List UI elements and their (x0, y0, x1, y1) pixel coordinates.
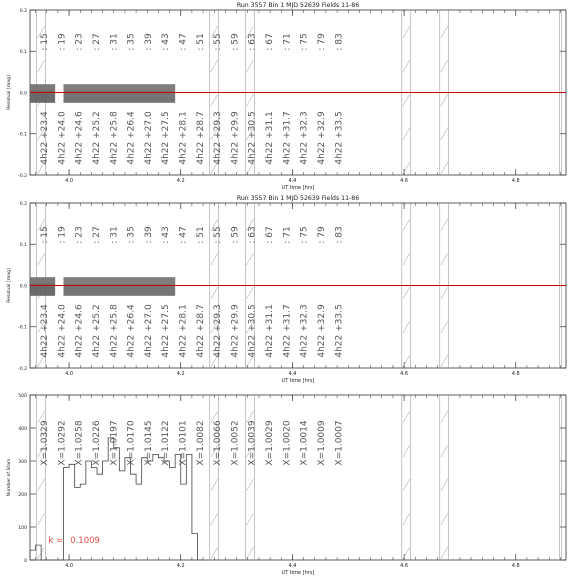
field-number-label: : 15 (40, 226, 51, 244)
ra-dec-label: 4h22 +33.5 (334, 304, 345, 358)
y-axis-label: Number of Stars (7, 458, 12, 497)
field-number-label: : 63 (247, 226, 258, 244)
x-tick-label: 4.0 (65, 178, 74, 184)
airmass-label: X=1.0226 (91, 420, 102, 466)
hatch-mark (441, 411, 448, 423)
y-tick-label: 0.2 (19, 8, 27, 14)
hatch-mark (441, 128, 448, 140)
hatch-mark (403, 355, 410, 367)
ra-dec-label: 4h22 +30.5 (247, 304, 258, 358)
hatch-mark (403, 547, 410, 559)
ra-dec-label: 4h22 +27.0 (143, 111, 154, 165)
airmass-label: X=1.0020 (282, 420, 293, 466)
hatch-mark (403, 287, 410, 299)
ra-dec-label: 4h22 +29.3 (213, 304, 224, 358)
hatch-mark (211, 513, 218, 525)
field-number-label: : 51 (195, 33, 206, 51)
field-number-label: : 59 (230, 226, 241, 244)
ra-dec-label: 4h22 +23.4 (40, 304, 51, 358)
airmass-label: X=1.0170 (126, 420, 137, 466)
y-axis-label: Residual [mag] (7, 75, 12, 110)
residual-block-upper (64, 84, 131, 90)
ra-dec-label: 4h22 +28.7 (195, 111, 206, 165)
hatch-mark (403, 253, 410, 265)
hatch-mark (247, 60, 254, 72)
field-number-label: : 15 (40, 33, 51, 51)
field-number-label: : 43 (161, 226, 172, 244)
field-number-label: : 51 (195, 226, 206, 244)
field-number-label: : 35 (126, 33, 137, 51)
field-number-label: : 35 (126, 226, 137, 244)
hatch-mark (403, 411, 410, 423)
ra-dec-label: 4h22 +24.0 (57, 111, 68, 165)
x-tick-label: 4.8 (511, 563, 520, 569)
hatch-mark (403, 128, 410, 140)
hatch-mark (211, 253, 218, 265)
hatch-mark (247, 253, 254, 265)
x-tick-label: 4.6 (400, 371, 409, 377)
airmass-label: X=1.0007 (334, 420, 345, 466)
airmass-label: X=1.0009 (316, 420, 327, 466)
field-number-label: : 71 (282, 33, 293, 51)
airmass-label: X=1.0029 (265, 420, 276, 466)
x-tick-label: 4.2 (176, 563, 185, 569)
x-tick-label: 4.8 (511, 178, 520, 184)
ra-dec-label: 4h22 +31.1 (265, 111, 276, 165)
hatch-mark (441, 287, 448, 299)
field-number-label: : 55 (213, 226, 224, 244)
x-tick-label: 4.0 (65, 371, 74, 377)
field-number-label: : 27 (91, 33, 102, 51)
ra-dec-label: 4h22 +27.5 (161, 304, 172, 358)
y-tick-label: -0.2 (18, 173, 27, 179)
y-tick-label: -0.1 (18, 132, 27, 138)
hatch-mark (441, 162, 448, 174)
ra-dec-label: 4h22 +29.9 (230, 111, 241, 165)
field-number-label: : 67 (265, 226, 276, 244)
hatch-mark (211, 479, 218, 491)
hatch-mark (441, 219, 448, 231)
hatch-mark (403, 479, 410, 491)
x-tick-label: 4.4 (288, 178, 297, 184)
x-tick-label: 4.4 (288, 563, 297, 569)
field-number-label: : 23 (74, 33, 85, 51)
hatch-mark (38, 60, 45, 72)
airmass-label: X=1.0197 (109, 420, 120, 466)
field-number-label: : 39 (143, 226, 154, 244)
x-tick-label: 4.0 (65, 563, 74, 569)
residual-block-upper (131, 84, 176, 90)
x-tick-label: 4.6 (400, 178, 409, 184)
field-number-label: : 83 (334, 33, 345, 51)
y-tick-label: 0 (24, 558, 27, 564)
field-number-label: : 23 (74, 226, 85, 244)
ra-dec-label: 4h22 +25.2 (91, 111, 102, 165)
chart-panel-1 (6, 2, 566, 191)
hatch-mark (38, 513, 45, 525)
x-tick-label: 4.2 (176, 178, 185, 184)
field-number-label: : 83 (334, 226, 345, 244)
hatch-mark (441, 26, 448, 38)
hatch-mark (247, 479, 254, 491)
y-tick-label: 400 (18, 426, 27, 432)
y-tick-label: 0.1 (19, 50, 27, 56)
ra-dec-label: 4h22 +30.5 (247, 111, 258, 165)
field-number-label: : 31 (109, 33, 120, 51)
hatch-mark (403, 26, 410, 38)
y-axis-label: Residual [mag] (7, 268, 12, 303)
airmass-label: X=1.0258 (74, 420, 85, 466)
ra-dec-label: 4h22 +25.2 (91, 304, 102, 358)
hatch-mark (403, 321, 410, 333)
field-number-label: : 19 (57, 33, 68, 51)
ra-dec-label: 4h22 +27.5 (161, 111, 172, 165)
x-axis-label: UT time [hrs] (281, 570, 315, 576)
y-tick-label: 100 (18, 525, 27, 531)
airmass-label: X=1.0014 (299, 420, 310, 466)
hatch-mark (38, 479, 45, 491)
ra-dec-label: 4h22 +31.1 (265, 304, 276, 358)
extinction-coefficient-label: k = (48, 536, 64, 546)
hatch-mark (247, 547, 254, 559)
ra-dec-label: 4h22 +23.4 (40, 111, 51, 165)
x-tick-label: 4.8 (511, 371, 520, 377)
x-tick-label: 4.6 (400, 563, 409, 569)
airmass-label: X=1.0101 (178, 420, 189, 466)
x-tick-label: 4.2 (176, 371, 185, 377)
y-tick-label: -0.2 (18, 366, 27, 372)
field-number-label: : 47 (178, 33, 189, 51)
ra-dec-label: 4h22 +32.3 (299, 111, 310, 165)
chart-panel-3 (6, 393, 566, 576)
ra-dec-label: 4h22 +33.5 (334, 111, 345, 165)
ra-dec-label: 4h22 +31.7 (282, 111, 293, 165)
field-number-label: : 39 (143, 33, 154, 51)
ra-dec-label: 4h22 +25.8 (109, 111, 120, 165)
y-tick-label: 300 (18, 459, 27, 465)
field-number-label: : 67 (265, 33, 276, 51)
ra-dec-label: 4h22 +29.3 (213, 111, 224, 165)
ra-dec-label: 4h22 +28.7 (195, 304, 206, 358)
ra-dec-label: 4h22 +25.8 (109, 304, 120, 358)
residual-block-upper (30, 277, 55, 283)
airmass-label: X=1.0329 (40, 420, 51, 466)
hatch-mark (441, 513, 448, 525)
residual-block-upper (30, 84, 55, 90)
hatch-mark (441, 445, 448, 457)
hatch-mark (247, 94, 254, 106)
hatch-mark (441, 94, 448, 106)
chart-title: Run 3557 Bin 1 MJD 52639 Fields 11-86 (236, 2, 360, 9)
field-number-label: : 75 (299, 226, 310, 244)
hatch-mark (247, 513, 254, 525)
residual-block-upper (64, 277, 176, 283)
hatch-mark (403, 162, 410, 174)
ra-dec-label: 4h22 +32.9 (316, 111, 327, 165)
hatch-mark (403, 219, 410, 231)
airmass-label: X=1.0052 (230, 420, 241, 466)
y-tick-label: 0.0 (19, 91, 27, 97)
chart-panel-2 (6, 195, 566, 384)
ra-dec-label: 4h22 +24.6 (74, 111, 85, 165)
plot-frame (30, 395, 566, 560)
field-number-label: : 27 (91, 226, 102, 244)
hatch-mark (441, 321, 448, 333)
x-tick-label: 4.4 (288, 371, 297, 377)
hatch-mark (211, 287, 218, 299)
field-number-label: : 79 (316, 33, 327, 51)
ra-dec-label: 4h22 +31.7 (282, 304, 293, 358)
field-number-label: : 63 (247, 33, 258, 51)
hatch-mark (441, 547, 448, 559)
field-number-label: : 19 (57, 226, 68, 244)
ra-dec-label: 4h22 +32.9 (316, 304, 327, 358)
ra-dec-label: 4h22 +26.4 (126, 111, 137, 165)
x-axis-label: UT time [hrs] (281, 185, 315, 191)
field-number-label: : 31 (109, 226, 120, 244)
field-number-label: : 59 (230, 33, 241, 51)
ra-dec-label: 4h22 +29.9 (230, 304, 241, 358)
y-tick-label: 0.1 (19, 243, 27, 249)
x-axis-label: UT time [hrs] (281, 378, 315, 384)
hatch-mark (247, 287, 254, 299)
airmass-label: X=1.0039 (247, 420, 258, 466)
field-number-label: : 47 (178, 226, 189, 244)
airmass-label: X=1.0122 (161, 420, 172, 466)
y-tick-label: -0.1 (18, 325, 27, 331)
ra-dec-label: 4h22 +24.0 (57, 304, 68, 358)
field-number-label: : 79 (316, 226, 327, 244)
y-tick-label: 500 (18, 393, 27, 399)
y-tick-label: 0.2 (19, 201, 27, 207)
extinction-coefficient-value: 0.1009 (70, 536, 100, 546)
hatch-mark (441, 60, 448, 72)
hatch-mark (403, 60, 410, 72)
y-tick-label: 200 (18, 492, 27, 498)
hatch-mark (403, 513, 410, 525)
ra-dec-label: 4h22 +26.4 (126, 304, 137, 358)
ra-dec-label: 4h22 +24.6 (74, 304, 85, 358)
hatch-mark (441, 253, 448, 265)
field-number-label: : 55 (213, 33, 224, 51)
hatch-mark (211, 60, 218, 72)
ra-dec-label: 4h22 +28.1 (178, 304, 189, 358)
airmass-label: X=1.0066 (213, 420, 224, 466)
hatch-mark (441, 479, 448, 491)
field-number-label: : 75 (299, 33, 310, 51)
airmass-label: X=1.0145 (143, 420, 154, 466)
hatch-mark (403, 94, 410, 106)
y-tick-label: 0.0 (19, 284, 27, 290)
ra-dec-label: 4h22 +28.1 (178, 111, 189, 165)
hatch-mark (211, 94, 218, 106)
hatch-mark (38, 253, 45, 265)
airmass-label: X=1.0292 (57, 420, 68, 466)
ra-dec-label: 4h22 +32.3 (299, 304, 310, 358)
hatch-mark (441, 355, 448, 367)
field-number-label: : 71 (282, 226, 293, 244)
airmass-label: X=1.0082 (195, 420, 206, 466)
chart-title: Run 3557 Bin 1 MJD 52639 Fields 11-86 (236, 195, 360, 202)
field-number-label: : 43 (161, 33, 172, 51)
ra-dec-label: 4h22 +27.0 (143, 304, 154, 358)
hatch-mark (403, 445, 410, 457)
